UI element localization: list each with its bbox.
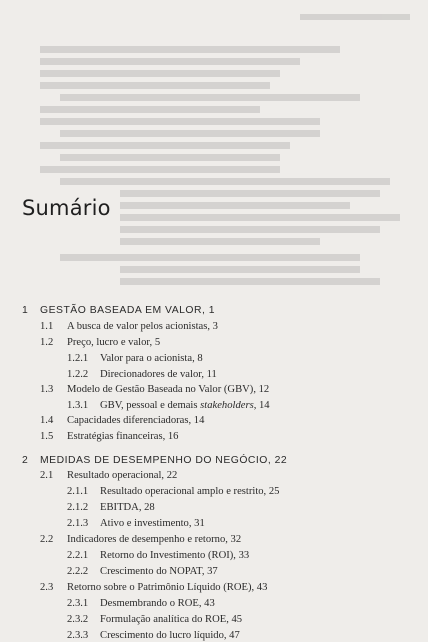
toc-entry-number: 2.1.1 bbox=[67, 486, 89, 497]
toc-entry-title bbox=[100, 598, 215, 610]
toc-entry-title-part: Crescimento do NOPAT, 37 bbox=[100, 566, 218, 577]
toc-entry-title bbox=[67, 337, 160, 349]
toc-entry-title-part: Retorno do Investimento (ROI), 33 bbox=[100, 550, 250, 561]
toc-entry-title bbox=[100, 400, 270, 412]
toc-entry-number: 2.3 bbox=[40, 582, 54, 593]
toc-entry-title-part: GBV, pessoal e demais bbox=[100, 400, 201, 411]
toc-entry-title bbox=[100, 486, 279, 498]
toc-entry-number: 1.1 bbox=[40, 321, 54, 332]
toc-entry-title-part: stakeholders bbox=[200, 400, 254, 411]
toc-entry-title-part: Formulação analítica do ROE, 45 bbox=[100, 614, 243, 625]
toc-entry-title bbox=[100, 566, 218, 578]
toc-entry-number: 1.3.1 bbox=[67, 400, 89, 411]
toc-entry-title-part: Capacidades diferenciadoras, 14 bbox=[67, 415, 205, 426]
toc-entry-title bbox=[67, 431, 178, 443]
toc-entry-title bbox=[100, 369, 217, 381]
toc-entry-title bbox=[100, 353, 203, 365]
toc-entry-title-part: Ativo e investimento, 31 bbox=[100, 518, 205, 529]
toc-entry-title bbox=[67, 534, 241, 546]
toc-entry-title bbox=[100, 614, 242, 626]
toc-entry-number: 1.4 bbox=[40, 415, 54, 426]
toc-entry-title-part: GESTÃO BASEADA EM VALOR, 1 bbox=[40, 305, 216, 316]
toc-entry-number: 2.2.1 bbox=[67, 550, 89, 561]
toc-entry-number: 1.2.1 bbox=[67, 353, 89, 364]
toc-entry-title bbox=[67, 415, 204, 427]
toc-entry-title bbox=[67, 582, 267, 594]
toc-entry-title-part: Resultado operacional, 22 bbox=[67, 470, 178, 481]
toc-entry-number: 2.1 bbox=[40, 470, 54, 481]
toc-entry-number: 2.3.3 bbox=[67, 630, 89, 641]
toc-entry-number: 2.2 bbox=[40, 534, 54, 545]
toc-entry-number: 1.2.2 bbox=[67, 369, 89, 380]
toc-entry-title bbox=[100, 502, 155, 514]
toc-entry-title bbox=[40, 305, 215, 317]
toc-entry-title bbox=[67, 384, 269, 396]
toc-entry-number: 2.3.2 bbox=[67, 614, 89, 625]
toc-entry-title-part: Crescimento do lucro líquido, 47 bbox=[100, 630, 240, 641]
toc-entry-title bbox=[100, 550, 249, 562]
toc-entry-title-part: EBITDA, 28 bbox=[100, 502, 155, 513]
toc-entry-number: 1.5 bbox=[40, 431, 54, 442]
toc-entry-title-part: Retorno sobre o Patrimônio Líquido (ROE), 43 bbox=[67, 582, 268, 593]
toc-entry-title-part: Indicadores de desempenho e retorno, 32 bbox=[67, 534, 242, 545]
toc-entry-title bbox=[100, 630, 240, 642]
toc-entry-title-part: Estratégias financeiras, 16 bbox=[67, 431, 179, 442]
toc-entry-number: 2.1.3 bbox=[67, 518, 89, 529]
toc-entry-title-part: A busca de valor pelos acionistas, 3 bbox=[67, 321, 218, 332]
toc-entry-title-part: Valor para o acionista, 8 bbox=[100, 353, 203, 364]
toc-entry-title bbox=[40, 455, 287, 467]
toc-entry-number: 2.3.1 bbox=[67, 598, 89, 609]
toc-entry-number: 1.3 bbox=[40, 384, 54, 395]
toc-entry-title bbox=[67, 321, 218, 333]
toc-entry-number: 2.1.2 bbox=[67, 502, 89, 513]
toc-entry-title-part: Direcionadores de valor, 11 bbox=[100, 369, 217, 380]
toc-entry-number: 2 bbox=[22, 455, 28, 466]
toc-entry-title bbox=[100, 518, 205, 530]
page-title: Sumário bbox=[22, 196, 111, 220]
toc-entry-title-part: Preço, lucro e valor, 5 bbox=[67, 337, 161, 348]
toc-entry-title bbox=[67, 470, 177, 482]
toc-entry-number: 2.2.2 bbox=[67, 566, 89, 577]
toc-entry-title-part: Desmembrando o ROE, 43 bbox=[100, 598, 215, 609]
toc-entry-title-part: Resultado operacional amplo e restrito, 25 bbox=[100, 486, 280, 497]
toc-entry-title-part: Modelo de Gestão Baseada no Valor (GBV), 12 bbox=[67, 384, 270, 395]
toc-entry-number: 1.2 bbox=[40, 337, 54, 348]
toc-entry-number: 1 bbox=[22, 305, 28, 316]
toc-entry-title-part: MEDIDAS DE DESEMPENHO DO NEGÓCIO, 22 bbox=[40, 455, 288, 466]
toc-entry-title-part: , 14 bbox=[253, 400, 270, 411]
